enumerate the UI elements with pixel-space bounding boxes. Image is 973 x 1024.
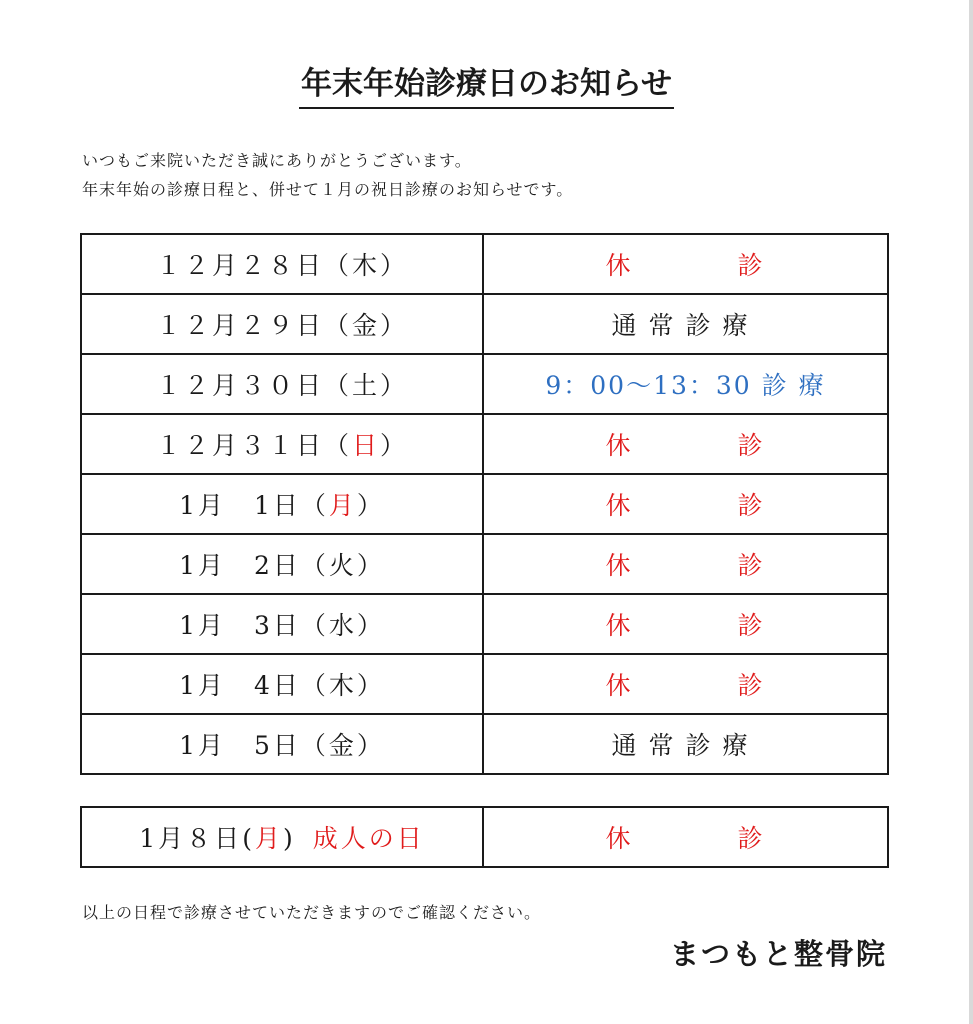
schedule-weekday: 火 [328,551,357,580]
status-char-2: 診 [737,431,766,460]
schedule-row [81,534,888,594]
schedule-date-cell [81,414,483,474]
schedule-status-cell [483,294,888,354]
schedule-status-cell [483,474,888,534]
schedule-date: 1月 1日 [179,491,301,520]
intro-text [82,146,882,204]
schedule-row [81,654,888,714]
schedule-body [81,234,888,774]
schedule-paren-open: （ [300,731,329,760]
page-title [0,62,973,109]
holiday-date-cell [81,807,483,867]
holiday-paren-close: ) [282,824,296,853]
schedule-date: 1月 3日 [179,611,301,640]
schedule-date-cell [81,714,483,774]
schedule-weekday: 土 [352,371,381,400]
status-char-2: 診 [737,611,766,640]
schedule-table [80,233,889,775]
schedule-paren-close: ） [380,251,409,280]
status-char-2: 診 [737,491,766,520]
schedule-status-cell [483,714,888,774]
schedule-weekday: 水 [328,611,357,640]
status-hours: 9：00〜13：30 診 療 [545,371,826,400]
schedule-paren-close: ） [356,491,385,520]
schedule-row [81,414,888,474]
schedule-row [81,594,888,654]
schedule-date-cell [81,594,483,654]
schedule-paren-close: ） [380,311,409,340]
holiday-paren-open: ( [242,824,255,853]
schedule-paren-close: ） [356,671,385,700]
schedule-row [81,474,888,534]
schedule-status-cell [483,234,888,294]
schedule-date: １２月３１日 [155,431,324,460]
schedule-weekday: 日 [352,431,381,460]
schedule-paren-close: ） [356,611,385,640]
schedule-row [81,294,888,354]
schedule-row [81,234,888,294]
clinic-name: まつもと整骨院 [669,937,887,971]
schedule-weekday: 月 [328,491,357,520]
schedule-date-cell [81,294,483,354]
schedule-date: 1月 2日 [179,551,301,580]
schedule-date: 1月 5日 [179,731,301,760]
schedule-row [81,714,888,774]
holiday-table [80,806,889,868]
holiday-name: 成人の日 [312,824,425,853]
status-char-2: 診 [737,671,766,700]
schedule-date: １２月２８日 [155,251,324,280]
status-normal: 通常診療 [611,311,760,340]
schedule-paren-close: ） [380,431,409,460]
schedule-paren-open: （ [323,251,352,280]
holiday-status-char-2: 診 [737,824,766,853]
schedule-date-cell [81,534,483,594]
holiday-weekday: 月 [254,824,283,853]
holiday-row [81,807,888,867]
schedule-paren-open: （ [300,611,329,640]
status-char-1: 休 [605,671,634,700]
schedule-paren-open: （ [323,431,352,460]
schedule-date-cell [81,654,483,714]
schedule-date-cell [81,354,483,414]
holiday-status-cell [483,807,888,867]
schedule-status-cell [483,594,888,654]
schedule-weekday: 木 [352,251,381,280]
schedule-paren-close: ） [380,371,409,400]
holiday-status-char-1: 休 [605,824,634,853]
page-edge [969,0,973,1024]
schedule-paren-open: （ [300,551,329,580]
schedule-date: １２月２９日 [155,311,324,340]
schedule-paren-open: （ [300,491,329,520]
status-char-2: 診 [737,551,766,580]
schedule-date-cell [81,474,483,534]
schedule-status-cell [483,354,888,414]
status-normal: 通常診療 [611,731,760,760]
schedule-paren-open: （ [323,311,352,340]
schedule-status-cell [483,414,888,474]
schedule-row [81,354,888,414]
status-char-1: 休 [605,431,634,460]
schedule-date: 1月 4日 [179,671,301,700]
schedule-paren-open: （ [300,671,329,700]
schedule-weekday: 金 [328,731,357,760]
status-char-2: 診 [737,251,766,280]
schedule-date-cell [81,234,483,294]
intro-line-2: 年末年始の診療日程と、併せて１月の祝日診療のお知らせです。 [82,180,574,199]
intro-line-1: いつもご来院いただき誠にありがとうございます。 [82,151,472,170]
schedule-weekday: 木 [328,671,357,700]
holiday-date: 1月８日 [139,824,243,853]
schedule-status-cell [483,534,888,594]
schedule-paren-close: ） [356,731,385,760]
schedule-date: １２月３０日 [155,371,324,400]
schedule-status-cell [483,654,888,714]
page-title-text: 年末年始診療日のお知らせ [299,62,674,109]
status-char-1: 休 [605,611,634,640]
schedule-paren-open: （ [323,371,352,400]
footer-note: 以上の日程で診療させていただきますのでご確認ください。 [82,903,542,922]
status-char-1: 休 [605,551,634,580]
schedule-weekday: 金 [352,311,381,340]
status-char-1: 休 [605,491,634,520]
schedule-paren-close: ） [356,551,385,580]
status-char-1: 休 [605,251,634,280]
